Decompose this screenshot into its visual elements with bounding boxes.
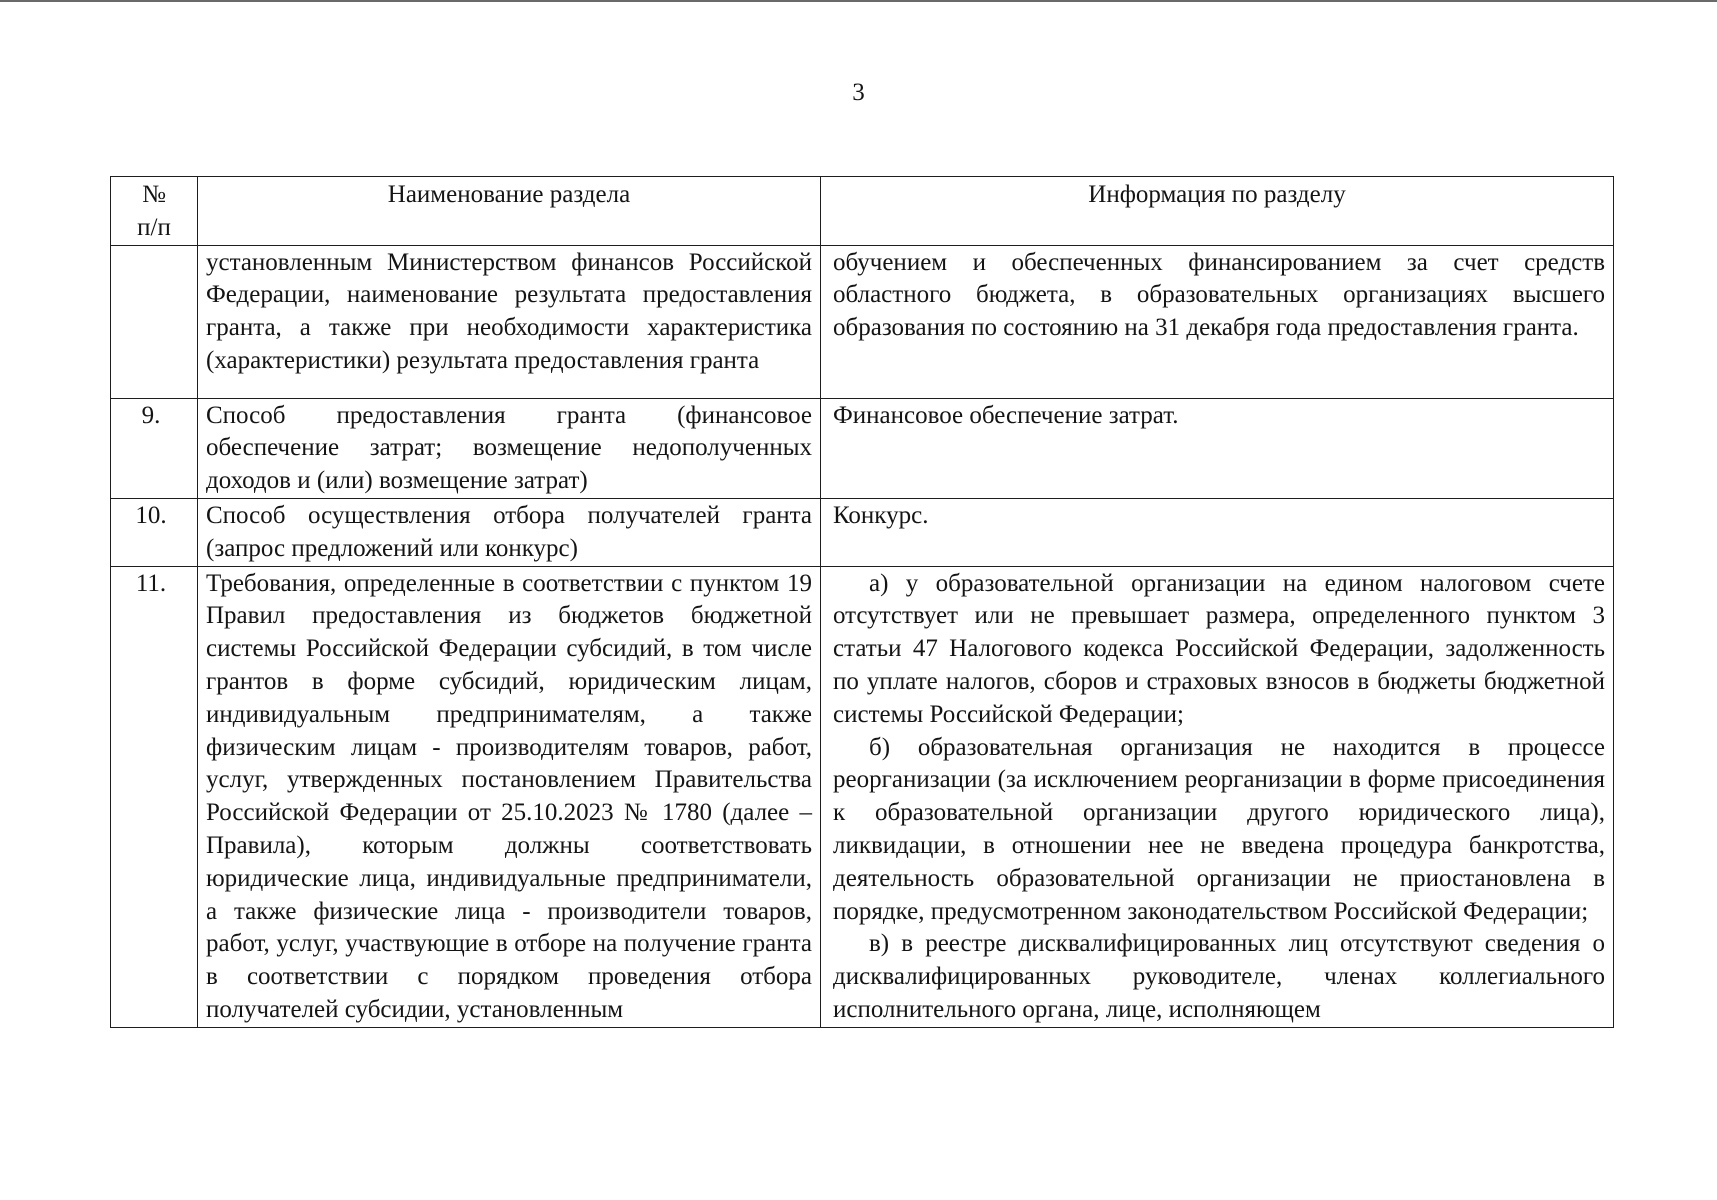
page-number: 3 [852, 79, 865, 106]
header-number-column [111, 177, 198, 246]
info-paragraph-b: б) образовательная организация не находится в процессе реорганизации (за исключением реорганизации в форме присоединения к образовательной организации другого юридического лица), ликвидации, в отношении нее не введена процедура банкротства, деятельность образовательной организации не приостановлена в порядке, предусмотренном законодательством Российской Федерации; [833, 733, 1605, 925]
row-number: 10. [111, 498, 198, 566]
table-header-row [111, 177, 1614, 246]
section-info-table [110, 176, 1614, 1028]
table-row [111, 566, 1614, 1027]
table-row [111, 498, 1614, 566]
row-section-name: установленным Министерством финансов Российской Федерации, наименование результата предоставления гранта, а также при необходимости характеристика (характеристики) результата предоставления гранта [198, 245, 821, 398]
row-section-info [821, 566, 1614, 1027]
row-section-info: Конкурс. [821, 498, 1614, 566]
table-row [111, 245, 1614, 398]
table-row [111, 398, 1614, 498]
row-number: 9. [111, 398, 198, 498]
info-paragraph-a: а) у образовательной организации на едином налоговом счете отсутствует или не превышает размера, определенного пунктом 3 статьи 47 Налогового кодекса Российской Федерации, задолженность по уплате налогов, сборов и страховых взносов в бюджеты бюджетной системы Российской Федерации; [833, 569, 1605, 728]
header-section-name: Наименование раздела [198, 177, 821, 246]
row-section-name: Способ осуществления отбора получателей гранта (запрос предложений или конкурс) [198, 498, 821, 566]
info-paragraph-c: в) в реестре дисквалифицированных лиц отсутствуют сведения о дисквалифицированных руководителе, членах коллегиального исполнительного органа, лице, исполняющем [833, 930, 1605, 1023]
row-section-info: обучением и обеспеченных финансированием за счет средств областного бюджета, в образовательных организациях высшего образования по состоянию на 31 декабря года предоставления гранта. [821, 245, 1614, 398]
row-number: 11. [111, 566, 198, 1027]
row-section-name: Способ предоставления гранта (финансовое обеспечение затрат; возмещение недополученных доходов и (или) возмещение затрат) [198, 398, 821, 498]
row-section-name: Требования, определенные в соответствии с пунктом 19 Правил предоставления из бюджетов бюджетной системы Российской Федерации субсидий, в том числе грантов в форме субсидий, юридическим лицам, индивидуальным предпринимателям, а также физическим лицам - производителям товаров, работ, услуг, утвержденных постановлением Правительства Российской Федерации от 25.10.2023 № 1780 (далее – Правила), которым должны соответствовать юридические лица, индивидуальные предприниматели, а также физические лица - производители товаров, работ, услуг, участвующие в отборе на получение гранта в соответствии с порядком проведения отбора получателей субсидии, установленным [198, 566, 821, 1027]
row-number [111, 245, 198, 398]
header-number-symbol: № [142, 181, 166, 208]
top-scan-edge-line [0, 0, 1717, 2]
header-number-abbrev: п/п [137, 213, 171, 241]
header-section-info: Информация по разделу [821, 177, 1614, 246]
row-section-info: Финансовое обеспечение затрат. [821, 398, 1614, 498]
